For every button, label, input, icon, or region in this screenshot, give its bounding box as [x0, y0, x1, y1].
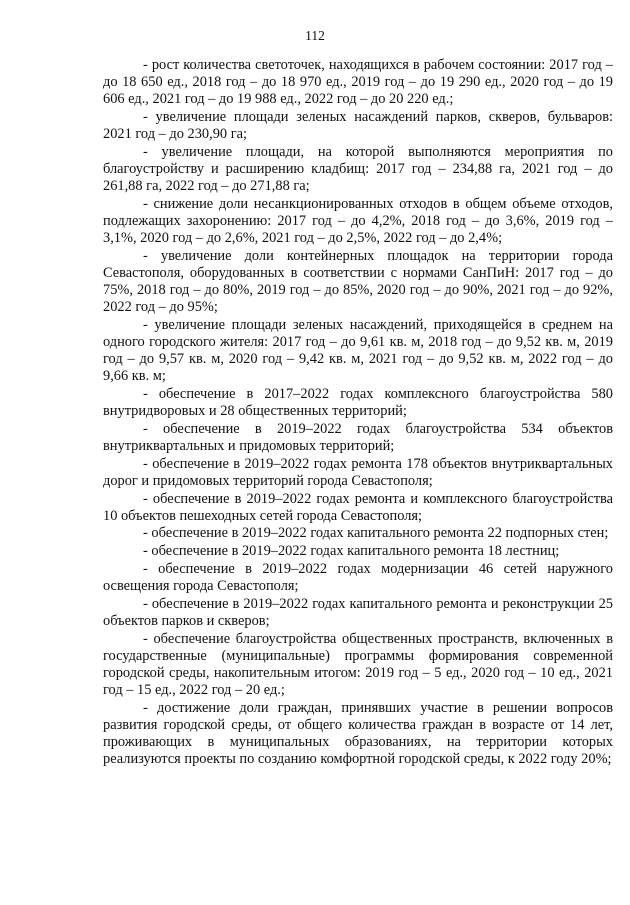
paragraph-green-area-parks: - увеличение площади зеленых насаждений парков, скверов, бульваров: 2021 год – до 230,90 га; — [103, 108, 613, 143]
paragraph-retaining-walls: - обеспечение в 2019–2022 годах капитального ремонта 22 подпорных стен; — [143, 525, 609, 542]
paragraph-intra-block-roads: - обеспечение в 2019–2022 годах ремонта 178 объектов внутриквартальных дорог и придомовых территорий города Севастополя; — [103, 455, 613, 489]
paragraph-container-sites: - увеличение доли контейнерных площадок на территории города Севастополя, оборудованных в соответствии с нормами СанПиН: 2017 год – до 75%, 2018 год – до 80%, 2019 год – до 85%, 2020 год – до 90%, 2021 год – до 92%, 2022 год – до 95%; — [103, 247, 613, 316]
paragraph-unauthorized-waste: - снижение доли несанкционированных отходов в общем объеме отходов, подлежащих захоронению: 2017 год – до 4,2%, 2018 год – до 3,6%, 2019 год – 3,1%, 2020 год – до 2,6%, 2021 год – до 2,5%, 2022 год – до 2,4%; — [103, 195, 613, 246]
paragraph-citizen-participation: - достижение доли граждан, принявших участие в решении вопросов развития городской среды, от общего количества граждан в возрасте от 14 лет, проживающих в муниципальных образованиях, на территории которых реализуются проекты по созданию комфортной городской среды, к 2022 году 20%; — [103, 699, 613, 768]
paragraph-cemeteries: - увеличение площади, на которой выполняются мероприятия по благоустройству и расширению кладбищ: 2017 год – 234,88 га, 2021 год – до 261,88 га, 2022 год – до 271,88 га; — [103, 143, 613, 195]
paragraph-staircases: - обеспечение в 2019–2022 годах капитального ремонта 18 лестниц; — [143, 543, 560, 560]
paragraph-green-area-per-resident: - увеличение площади зеленых насаждений, приходящейся в среднем на одного городского жителя: 2017 год – до 9,61 кв. м, 2018 год – до 9,52 кв. м, 2019 год – до 9,57 кв. м, 2020 год – 9,42 кв. м, 2021 год – до 9,52 кв. м, 2022 год – до 9,66 кв. м; — [103, 316, 613, 385]
paragraph-parks-reconstruction: - обеспечение в 2019–2022 годах капитального ремонта и реконструкции 25 объектов парков и скверов; — [103, 595, 613, 629]
paragraph-complex-improvement: - обеспечение в 2017–2022 годах комплексного благоустройства 580 внутридворовых и 28 общественных территорий; — [103, 385, 613, 419]
paragraph-streetlights: - рост количества светоточек, находящихся в рабочем состоянии: 2017 год – до 18 650 ед., 2018 год – до 18 970 ед., 2019 год – до 19 290 ед., 2020 год – до 19 606 ед., 2021 год – до 19 988 ед., 2022 год – до 20 220 ед.; — [103, 57, 613, 108]
paragraph-outdoor-lighting: - обеспечение в 2019–2022 годах модернизации 46 сетей наружного освещения города Севастополя; — [103, 560, 613, 595]
paragraph-intra-block-improvement: - обеспечение в 2019–2022 годах благоустройства 534 объектов внутриквартальных и придомовых территорий; — [103, 420, 613, 454]
page-number: 112 — [305, 28, 325, 43]
document-body — [103, 57, 613, 769]
paragraph-pedestrian-networks: - обеспечение в 2019–2022 годах ремонта и комплексного благоустройства 10 объектов пешеходных сетей города Севастополя; — [103, 490, 613, 524]
paragraph-public-spaces: - обеспечение благоустройства общественных пространств, включенных в государственные (муниципальные) программы формирования современной городской среды, накопительным итогом: 2019 год – 5 ед., 2020 год – 10 ед., 2021 год – 15 ед., 2022 год – 20 ед.; — [103, 630, 613, 698]
